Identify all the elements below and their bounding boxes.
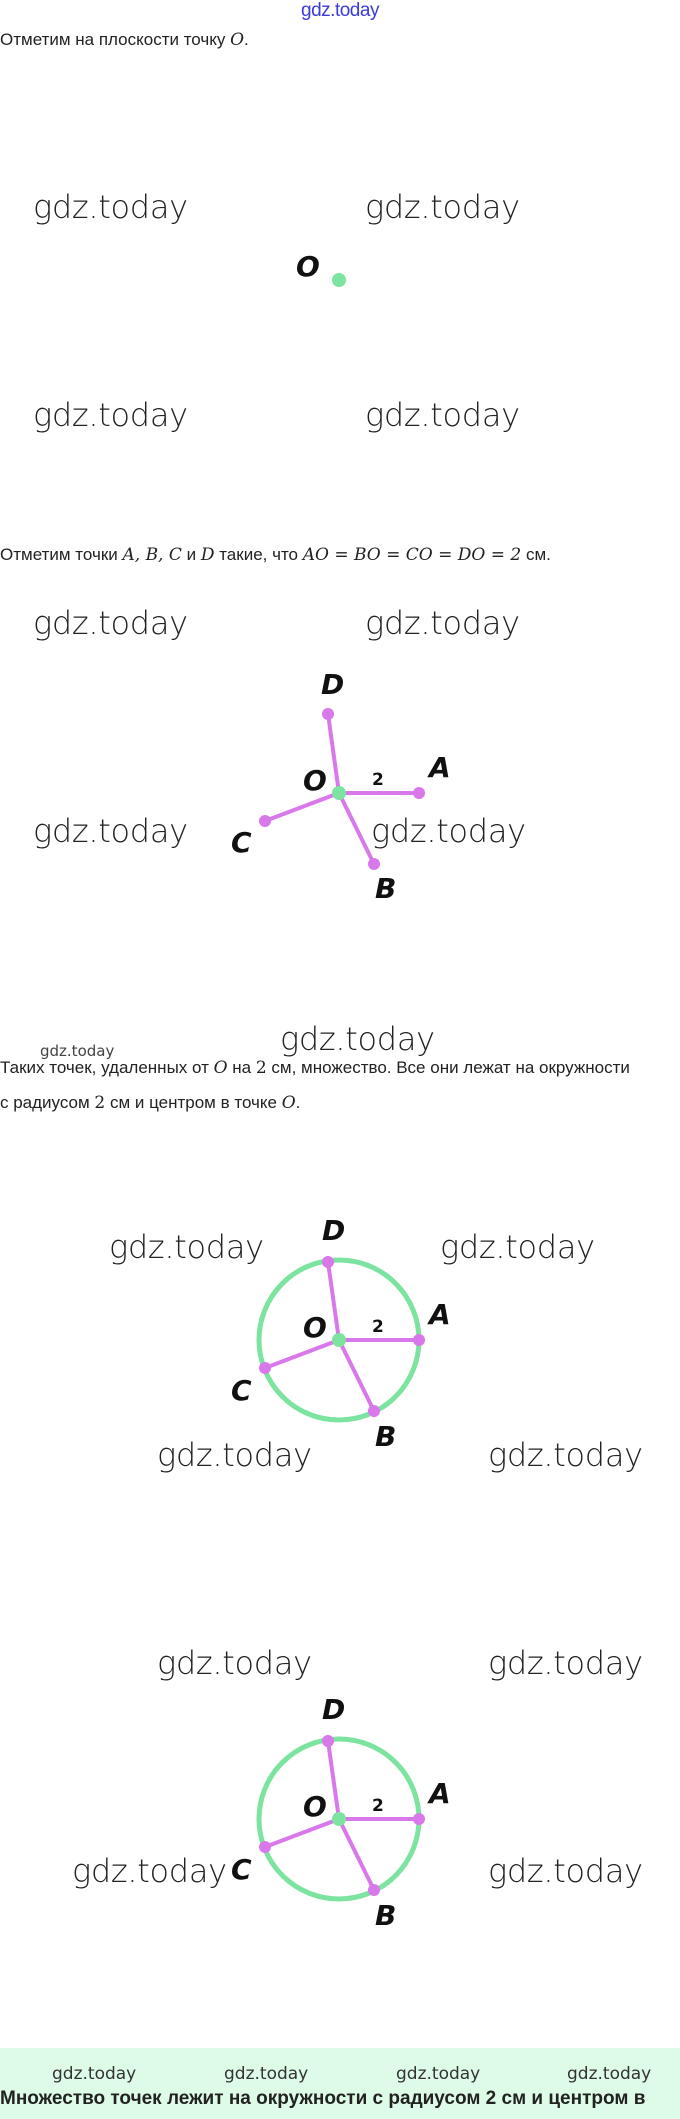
watermark-small: gdz.today [52, 2064, 137, 2084]
point-c [259, 1362, 271, 1374]
para2-text2: такие, что [214, 545, 303, 564]
segment-od [328, 1262, 339, 1340]
para2-equation: AO = BO = CO = DO = 2 [302, 545, 522, 565]
watermark: gdz.today [33, 188, 188, 226]
para3-l1a: Таких точек, удаленных от [0, 1058, 214, 1077]
point-c [259, 1841, 271, 1853]
label-d: D [322, 1214, 346, 1247]
para2-unit: см. [521, 545, 551, 564]
site-link[interactable]: gdz.today [301, 0, 379, 21]
label-radius: 2 [372, 1796, 384, 1816]
para2-and: и [181, 545, 201, 564]
point-d [322, 1256, 334, 1268]
watermark-small: gdz.today [40, 1042, 115, 1060]
label-a: A [429, 1298, 451, 1331]
para3-l1-num: 2 [255, 1058, 267, 1078]
label-radius: 2 [372, 1317, 384, 1337]
watermark-small: gdz.today [224, 2064, 309, 2084]
label-o: O [296, 250, 320, 283]
para3-l2-num: 2 [94, 1093, 106, 1113]
watermark: gdz.today [365, 396, 520, 434]
label-o: O [303, 764, 327, 797]
point-b [368, 1405, 380, 1417]
figure-point-o [0, 240, 680, 320]
point-o [332, 786, 346, 800]
para3-l2-point: O [281, 1093, 296, 1113]
watermark: gdz.today [365, 188, 520, 226]
watermark: gdz.today [488, 1852, 643, 1890]
label-a: A [429, 1777, 451, 1810]
figure-circle-2 [0, 1675, 680, 1935]
label-d: D [322, 1693, 346, 1726]
watermark: gdz.today [488, 1436, 643, 1474]
segment-oc [265, 793, 339, 821]
watermark: gdz.today [33, 812, 188, 850]
segment-ob [339, 793, 374, 864]
para3-l2c: . [295, 1093, 301, 1112]
para1-point: O [230, 30, 245, 50]
segment-ob [339, 1819, 374, 1890]
figure-circle-1 [0, 1200, 680, 1460]
paragraph-mark-points [0, 545, 551, 565]
segment-ob [339, 1340, 374, 1411]
segment-od [328, 714, 339, 793]
para3-l1-point: O [213, 1058, 228, 1078]
para2-points: A, B, C [122, 545, 182, 565]
point-a [413, 1334, 425, 1346]
watermark: gdz.today [371, 812, 526, 850]
label-b: B [375, 1420, 397, 1453]
point-o [332, 273, 346, 287]
point-b [368, 1884, 380, 1896]
para1-text: Отметим на плоскости точку [0, 30, 231, 49]
para3-l2b: см и центром в точке [105, 1093, 282, 1112]
label-c: C [231, 1374, 252, 1407]
point-a [413, 1813, 425, 1825]
label-o: O [303, 1790, 327, 1823]
point-d [322, 708, 334, 720]
watermark: gdz.today [109, 1228, 264, 1266]
watermark: gdz.today [157, 1436, 312, 1474]
paragraph-set-line1 [0, 1058, 630, 1078]
label-o: O [303, 1311, 327, 1344]
watermark-small: gdz.today [567, 2064, 652, 2084]
watermark: gdz.today [440, 1228, 595, 1266]
label-b: B [375, 1899, 397, 1932]
label-c: C [231, 1853, 252, 1886]
para3-l1b: на [227, 1058, 256, 1077]
watermark: gdz.today [488, 1644, 643, 1682]
watermark: gdz.today [33, 604, 188, 642]
watermark: gdz.today [33, 396, 188, 434]
para2-point-d: D [200, 545, 215, 565]
segment-od [328, 1741, 339, 1819]
watermark-small: gdz.today [396, 2064, 481, 2084]
point-d [322, 1735, 334, 1747]
point-a [413, 787, 425, 799]
para1-end: . [244, 30, 249, 49]
label-c: C [231, 826, 252, 859]
para2-text: Отметим точки [0, 545, 123, 564]
paragraph-mark-point-o [0, 30, 249, 50]
point-c [259, 815, 271, 827]
point-o [332, 1812, 346, 1826]
point-o [332, 1333, 346, 1347]
paragraph-set-line2 [0, 1093, 300, 1113]
para3-l1c: см, множество. Все они лежат на окружности [266, 1058, 630, 1077]
conclusion-text: Множество точек лежит на окружности с радиусом 2 см и центром в [0, 2088, 646, 2109]
watermark: gdz.today [280, 1020, 435, 1058]
label-a: A [429, 751, 451, 784]
figure-four-points [0, 660, 680, 910]
label-radius: 2 [372, 770, 384, 790]
segment-oc [265, 1340, 339, 1368]
label-b: B [375, 872, 397, 905]
para3-l2a: с радиусом [0, 1093, 95, 1112]
point-b [368, 858, 380, 870]
watermark: gdz.today [157, 1644, 312, 1682]
label-d: D [321, 668, 345, 701]
watermark: gdz.today [72, 1852, 227, 1890]
watermark: gdz.today [365, 604, 520, 642]
segment-oc [265, 1819, 339, 1847]
